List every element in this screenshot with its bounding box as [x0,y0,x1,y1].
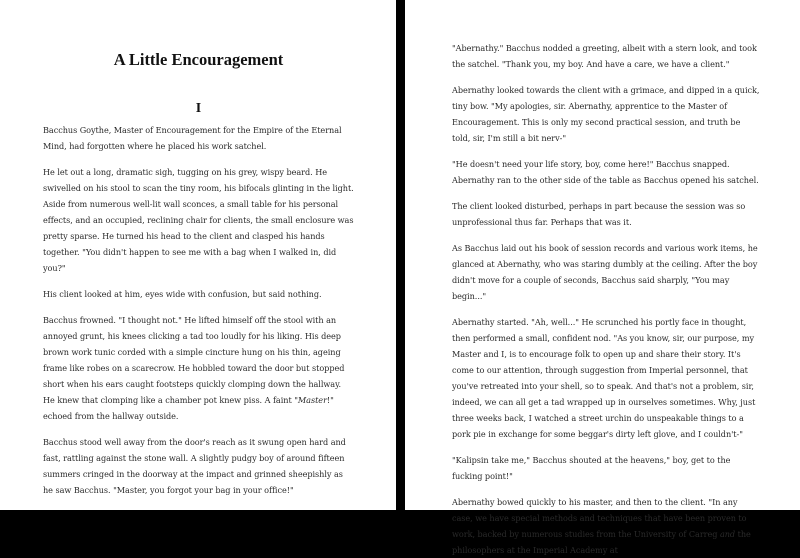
right-page [405,0,800,555]
chapter-heading: I [195,101,202,116]
paragraph: Bacchus Goythe, Master of Encouragement for the Empire of the Eternal Mind, had forgotten where he placed his work satchel. [43,125,342,151]
book-title: A Little Encouragement [113,50,284,69]
paragraph: As Bacchus laid out his book of session records and various work items, he glanced at Abernathy, who was staring dumbly at the ceiling. After the boy didn't move for a couple of seconds, Bacchus said sharply, "You may begin..." [452,243,758,301]
paragraph: The client looked disturbed, perhaps in part because the session was so unprofessional thus far. Perhaps that was it. [452,201,746,227]
paragraph: "Abernathy." Bacchus nodded a greeting, albeit with a stern look, and took the satchel. "Thank you, my boy. And have a care, we have a client." [452,43,757,69]
paragraph-text: Abernathy bowed quickly to his master, and then to the client. "In any case, we have special methods and techniques that have been proven to work, backed by numerous studies from the University of Carreg [452,497,747,539]
emphasis-text: Master [297,395,327,405]
paragraph: "Kalipsin take me," Bacchus shouted at the heavens," boy, get to the fucking point!" [452,455,731,481]
paragraph: He let out a long, dramatic sigh, tugging on his grey, wispy beard. He swivelled on his stool to scan the tiny room, his bifocals glinting in the light. Aside from numerous well-lit wall sconces, a small table for his personal effects, and an occupied, reclining chair for clients, the small enclosure was pretty sparse. He turned his head to the client and clasped his hands together. "You didn't happen to see me with a bag when I walked in, did you?" [43,167,354,273]
paragraph: Abernathy started. "Ah, well..." He scrunched his portly face in thought, then performed a small, confident nod. "As you know, sir, our purpose, my Master and I, is to encourage folk to open up and share their story. It's come to our attention, through suggestion from Imperial personnel, that you've retreated into your shell, so to speak. And that's not a problem, sir, indeed, we can all get a tad wrapped up in ourselves sometimes. Why, just three weeks back, I watched a street urchin do unspeakable things to a pork pie in exchange for some beggar's dirty left glove, and I couldn't-" [452,317,756,439]
paragraph-text: !" echoed from the hallway outside. [43,395,334,421]
paragraph: Abernathy looked towards the client with a grimace, and dipped in a quick, tiny bow. "My apologies, sir. Abernathy, apprentice to the Master of Encouragement. This is only my second practical session, and truth be told, sir, I'm still a bit nerv-" [452,85,760,143]
paragraph-text: Bacchus frowned. "I thought not." He lifted himself off the stool with an annoyed grunt, his knees clicking a tad too loudly for his liking. His deep brown work tunic corded with a simple cincture hung on his thin, ageing frame like robes on a scarecrow. He hobbled toward the door but stopped short when his ears caught footsteps quickly clomping down the hallway. He knew that clomping like a chamber pot knew piss. A faint " [43,315,345,405]
paragraph [43,312,354,424]
left-page [0,0,396,510]
emphasis-text: and [719,529,736,539]
page-gutter [396,0,405,510]
paragraph: "He doesn't need your life story, boy, come here!" Bacchus snapped. Abernathy ran to the other side of the table as Bacchus opened his satchel. [452,159,759,185]
paragraph: Bacchus stood well away from the door's reach as it swung open hard and fast, rattling against the stone wall. A slightly pudgy boy of around fifteen summers cringed in the doorway at the impact and grinned sheepishly as he saw Bacchus. "Master, you forgot your bag in your office!" [43,437,346,495]
paragraph [452,494,760,558]
paragraph: His client looked at him, eyes wide with confusion, but said nothing. [43,289,322,299]
paragraph-text: the philosophers at the Imperial Academy at [452,529,751,555]
